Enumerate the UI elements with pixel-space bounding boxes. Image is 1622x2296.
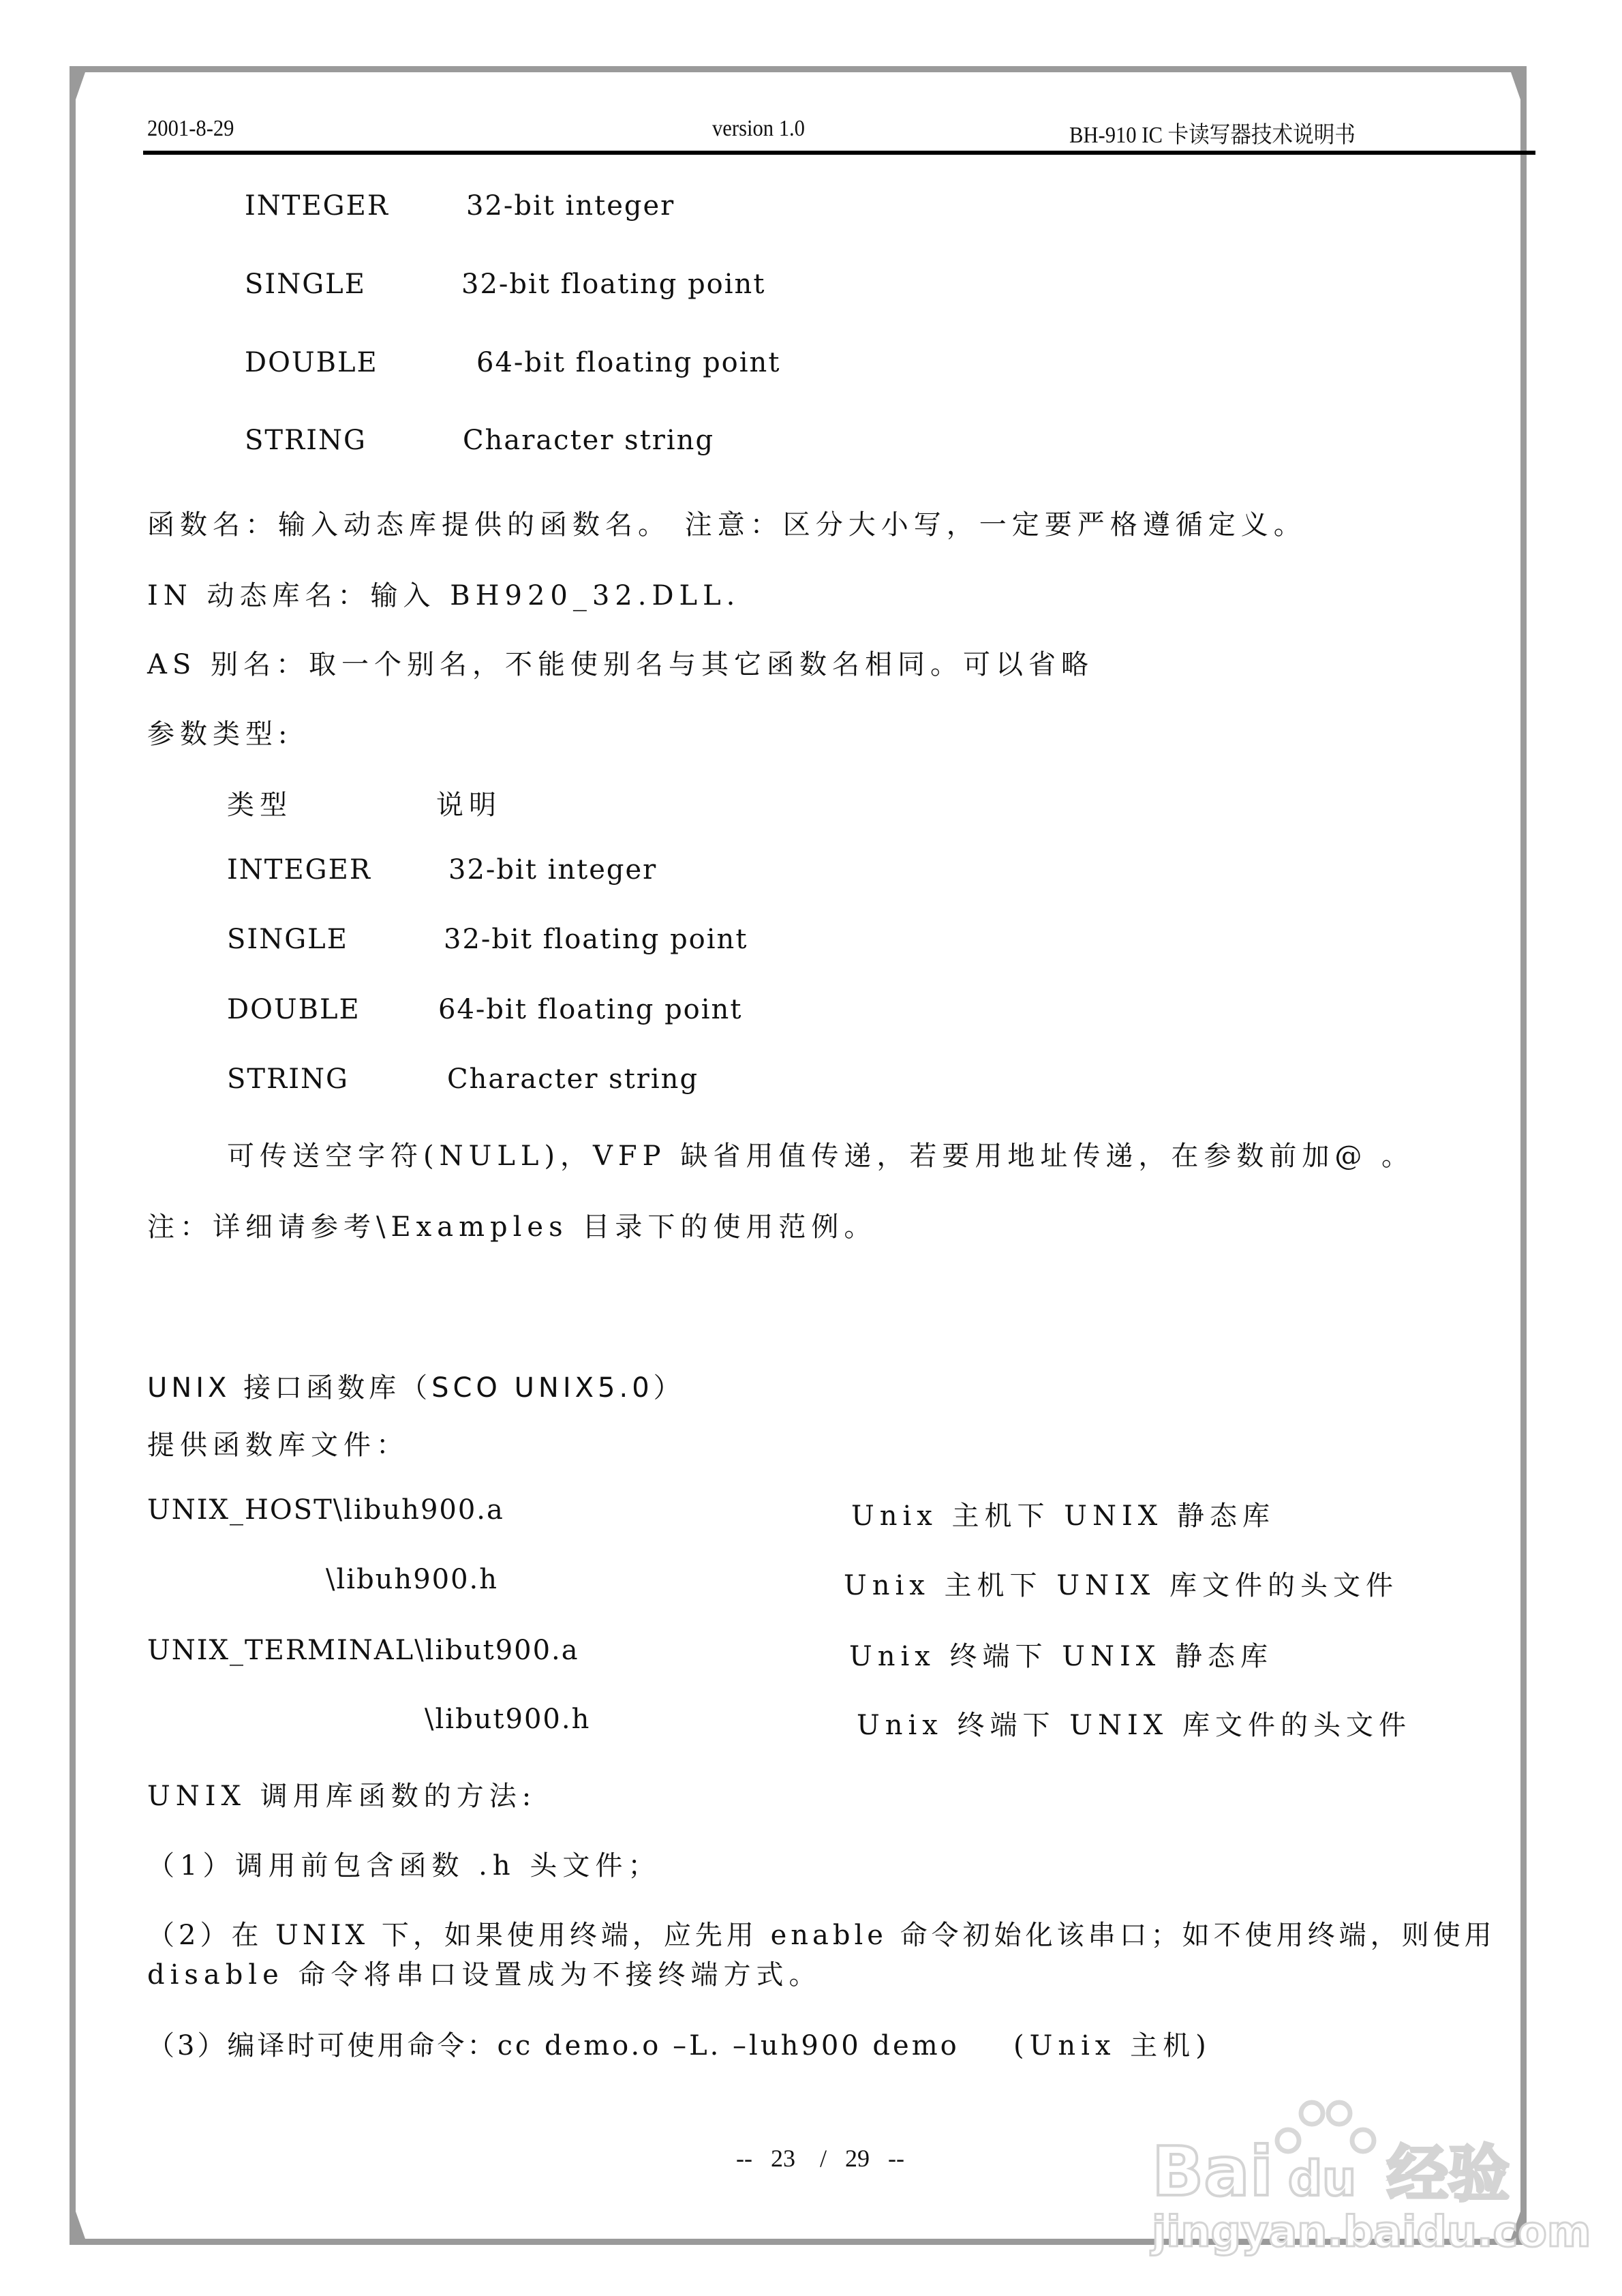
type-desc: 32-bit integer: [448, 854, 658, 886]
header-rule: [143, 151, 1535, 155]
page-total: 29: [845, 2145, 870, 2172]
corner-ornament: [76, 2211, 85, 2239]
type-name: STRING: [245, 425, 367, 456]
in-text: IN 动态库名：输入 BH920_32.DLL.: [147, 580, 741, 611]
param-col-type: 类型: [227, 789, 292, 821]
as-text: AS 别名：取一个别名，不能使别名与其它函数名相同。可以省略: [147, 649, 1095, 680]
method-heading: UNIX 调用库函数的方法:: [147, 1781, 537, 1812]
unix-section-title: UNIX 接口函数库（SCO UNIX5.0）: [147, 1372, 685, 1404]
type-desc: 64-bit floating point: [476, 347, 781, 378]
baidu-logo-icon: [1152, 2093, 1591, 2256]
file-desc: Unix 主机下 UNIX 静态库: [851, 1500, 1275, 1532]
param-col-desc: 说明: [436, 789, 502, 821]
type-name: DOUBLE: [227, 994, 361, 1025]
step-1: （1）调用前包含函数 .h 头文件；: [147, 1850, 661, 1882]
svg-text:Bai: Bai: [1152, 2132, 1273, 2211]
type-name: DOUBLE: [245, 347, 378, 378]
type-desc: Character string: [463, 425, 715, 456]
type-name: INTEGER: [227, 854, 371, 886]
baidu-watermark: [1152, 2093, 1591, 2256]
type-name: SINGLE: [245, 269, 366, 300]
corner-ornament: [76, 72, 85, 100]
step-2-line-1: （2）在 UNIX 下，如果使用终端，应先用 enable 命令初始化该串口；如不使用终端，则使用: [147, 1920, 1496, 1951]
type-name: STRING: [227, 1063, 349, 1095]
file-path: UNIX_HOST\libuh900.a: [147, 1494, 504, 1526]
file-path: UNIX_TERMINAL\libut900.a: [147, 1635, 579, 1666]
svg-text:du: du: [1288, 2151, 1356, 2207]
file-path: \libuh900.h: [326, 1564, 499, 1595]
type-desc: 64-bit floating point: [438, 994, 743, 1025]
type-desc: 32-bit floating point: [461, 269, 766, 300]
header-date: 2001-8-29: [147, 116, 234, 141]
header-title: BH-910 IC 卡读写器技术说明书: [1069, 123, 1356, 148]
file-desc: Unix 主机下 UNIX 库文件的头文件: [844, 1570, 1398, 1601]
page-current: 23: [770, 2145, 795, 2172]
type-desc: Character string: [447, 1063, 699, 1095]
corner-ornament: [1511, 72, 1520, 100]
step-3: （3）编译时可使用命令：cc demo.o –L. –luh900 demo: [147, 2030, 960, 2061]
type-name: INTEGER: [245, 190, 389, 222]
provide-text: 提供函数库文件：: [147, 1430, 409, 1461]
svg-text:经验: 经验: [1387, 2139, 1510, 2210]
file-path: \libut900.h: [425, 1704, 591, 1735]
svg-text:jingyan.baidu.com: jingyan.baidu.com: [1152, 2207, 1591, 2256]
null-note: 可传送空字符(NULL)，VFP 缺省用值传递，若要用地址传递，在参数前加@ 。: [227, 1141, 1415, 1172]
step-2-line-2: disable 命令将串口设置成为不接终端方式。: [147, 1959, 822, 1991]
type-desc: 32-bit integer: [466, 190, 675, 222]
file-desc: Unix 终端下 UNIX 静态库: [849, 1641, 1273, 1672]
type-name: SINGLE: [227, 924, 348, 955]
param-type-heading: 参数类型:: [147, 719, 293, 750]
header-version: version 1.0: [712, 116, 805, 141]
page-number: -- 23 / 29 --: [736, 2145, 904, 2172]
type-desc: 32-bit floating point: [444, 924, 748, 955]
examples-note: 注：详细请参考\Examples 目录下的使用范例。: [147, 1211, 877, 1243]
step-3-suffix: (Unix 主机): [1013, 2030, 1212, 2061]
file-desc: Unix 终端下 UNIX 库文件的头文件: [857, 1710, 1411, 1741]
func-name-text: 函数名：输入动态库提供的函数名。 注意：区分大小写，一定要严格遵循定义。: [147, 509, 1306, 541]
